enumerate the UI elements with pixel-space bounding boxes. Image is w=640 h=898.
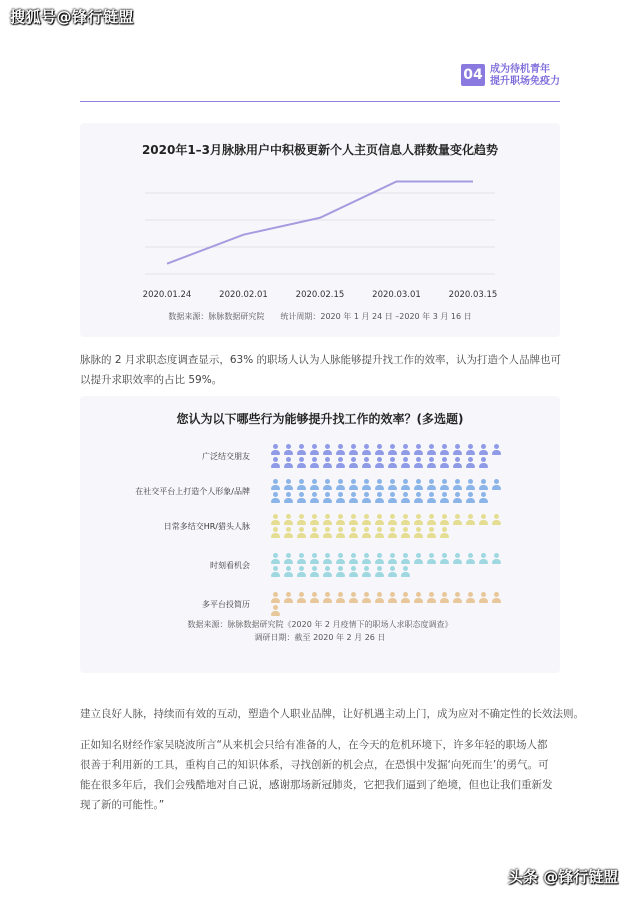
person-icon bbox=[466, 553, 475, 565]
person-icon bbox=[271, 605, 280, 617]
person-icon bbox=[297, 514, 306, 526]
person-icon bbox=[297, 553, 306, 565]
person-icon bbox=[336, 527, 345, 539]
person-icon bbox=[375, 553, 384, 565]
person-icon bbox=[414, 492, 423, 504]
person-icon bbox=[297, 492, 306, 504]
person-icon bbox=[284, 492, 293, 504]
person-icon bbox=[271, 527, 280, 539]
person-icon bbox=[414, 479, 423, 491]
person-icon bbox=[284, 457, 293, 469]
section-title bbox=[490, 64, 560, 88]
person-icon bbox=[401, 527, 410, 539]
person-icon bbox=[362, 457, 371, 469]
person-icon bbox=[336, 444, 345, 456]
section-title-line1: 成为待机青年 bbox=[490, 64, 550, 75]
person-icon bbox=[271, 592, 280, 604]
person-icon bbox=[284, 553, 293, 565]
person-icon bbox=[349, 514, 358, 526]
person-icon bbox=[297, 527, 306, 539]
person-icon bbox=[323, 479, 332, 491]
person-icon bbox=[479, 592, 488, 604]
person-icon bbox=[375, 479, 384, 491]
person-icon bbox=[401, 553, 410, 565]
person-icon bbox=[466, 592, 475, 604]
person-icon bbox=[310, 592, 319, 604]
person-icon bbox=[284, 444, 293, 456]
person-icon bbox=[492, 592, 501, 604]
person-icon bbox=[323, 444, 332, 456]
person-icon bbox=[401, 479, 410, 491]
person-icon bbox=[440, 592, 449, 604]
person-icon bbox=[414, 553, 423, 565]
person-icon bbox=[427, 592, 436, 604]
person-icon bbox=[336, 492, 345, 504]
watermark-bottom: 头条 @锋行链盟 bbox=[508, 868, 619, 886]
person-icon bbox=[310, 553, 319, 565]
person-icon bbox=[440, 492, 449, 504]
x-tick-label: 2020.03.01 bbox=[372, 290, 421, 300]
category-label: 在社交平台上打造个人形象/品牌 bbox=[135, 487, 250, 496]
person-icon bbox=[466, 444, 475, 456]
person-icon bbox=[479, 479, 488, 491]
person-icon bbox=[492, 553, 501, 565]
pictogram-chart-card bbox=[80, 396, 560, 673]
x-tick-label: 2020.02.15 bbox=[295, 290, 345, 300]
person-icon bbox=[297, 479, 306, 491]
person-icon bbox=[323, 514, 332, 526]
person-icon bbox=[284, 527, 293, 539]
person-icon bbox=[362, 514, 371, 526]
person-icon bbox=[271, 553, 280, 565]
person-icon bbox=[349, 527, 358, 539]
person-icon bbox=[271, 479, 280, 491]
person-icon bbox=[414, 457, 423, 469]
paragraph-3-line-3: 能在很多年后，我们会残酷地对自己说，感谢那场新冠肺炎，它把我们逼到了绝境，但也让我们重新发 bbox=[80, 779, 553, 791]
person-icon bbox=[271, 457, 280, 469]
person-icon bbox=[271, 514, 280, 526]
person-icon bbox=[375, 592, 384, 604]
person-icon bbox=[310, 527, 319, 539]
line-chart bbox=[80, 123, 560, 337]
person-icon bbox=[440, 514, 449, 526]
category-label: 多平台投简历 bbox=[202, 600, 250, 609]
person-icon bbox=[401, 514, 410, 526]
person-icon bbox=[453, 444, 462, 456]
person-icon bbox=[427, 479, 436, 491]
person-icon bbox=[401, 566, 410, 578]
person-icon bbox=[388, 514, 397, 526]
person-icon bbox=[349, 457, 358, 469]
person-icon bbox=[284, 566, 293, 578]
person-icon bbox=[479, 514, 488, 526]
x-tick-label: 2020.02.01 bbox=[219, 290, 268, 300]
person-icon bbox=[271, 444, 280, 456]
person-icon bbox=[336, 457, 345, 469]
person-icon bbox=[362, 592, 371, 604]
person-icon bbox=[388, 492, 397, 504]
person-icon bbox=[388, 457, 397, 469]
person-icon bbox=[427, 527, 436, 539]
person-icon bbox=[349, 592, 358, 604]
person-icon bbox=[453, 492, 462, 504]
person-icon bbox=[362, 553, 371, 565]
paragraph-3-line-1: 正如知名财经作家吴晓波所言“从来机会只给有准备的人，在今天的危机环境下，许多年轻的职场人都 bbox=[80, 739, 548, 751]
person-icon bbox=[440, 444, 449, 456]
person-icon bbox=[479, 444, 488, 456]
pictogram-chart-title: 您认为以下哪些行为能够提升找工作的效率？(多选题) bbox=[176, 412, 464, 426]
person-icon bbox=[479, 457, 488, 469]
person-icon bbox=[336, 553, 345, 565]
person-icon bbox=[427, 457, 436, 469]
person-icon bbox=[310, 444, 319, 456]
person-icon bbox=[284, 592, 293, 604]
paragraph-3-line-4: 现了新的可能性。” bbox=[80, 799, 165, 811]
category-label: 广泛结交朋友 bbox=[202, 452, 250, 461]
person-icon bbox=[349, 444, 358, 456]
person-icon bbox=[323, 457, 332, 469]
person-icon bbox=[453, 457, 462, 469]
person-icon bbox=[362, 527, 371, 539]
person-icon bbox=[414, 444, 423, 456]
person-icon bbox=[349, 479, 358, 491]
person-icon bbox=[466, 514, 475, 526]
pictogram-source-line1: 数据来源：脉脉数据研究院《2020 年 2 月疫情下的职场人求职态度调查》 bbox=[187, 620, 453, 629]
person-icon bbox=[323, 492, 332, 504]
person-icon bbox=[414, 514, 423, 526]
person-icon bbox=[349, 553, 358, 565]
person-icon bbox=[297, 592, 306, 604]
person-icon bbox=[336, 592, 345, 604]
person-icon bbox=[388, 592, 397, 604]
person-icon bbox=[375, 514, 384, 526]
person-icon bbox=[310, 457, 319, 469]
person-icon bbox=[336, 479, 345, 491]
person-icon bbox=[440, 527, 449, 539]
person-icon bbox=[388, 566, 397, 578]
person-icon bbox=[427, 492, 436, 504]
person-icon bbox=[297, 444, 306, 456]
person-icon bbox=[284, 479, 293, 491]
person-icon bbox=[427, 444, 436, 456]
person-icon bbox=[414, 527, 423, 539]
person-icon bbox=[375, 527, 384, 539]
line-chart-title: 2020年1–3月脉脉用户中积极更新个人主页信息人群数量变化趋势 bbox=[141, 143, 499, 157]
section-title-line2: 提升职场免疫力 bbox=[490, 76, 560, 87]
person-icon bbox=[466, 457, 475, 469]
person-icon bbox=[284, 514, 293, 526]
person-icon bbox=[414, 592, 423, 604]
person-icon bbox=[492, 514, 501, 526]
category-label: 日常多结交HR/猎头人脉 bbox=[163, 522, 250, 531]
person-icon bbox=[271, 492, 280, 504]
person-icon bbox=[323, 592, 332, 604]
person-icon bbox=[323, 566, 332, 578]
watermark-top: 搜狐号@锋行链盟 bbox=[10, 8, 135, 26]
person-icon bbox=[466, 492, 475, 504]
person-icon bbox=[362, 479, 371, 491]
person-icon bbox=[453, 479, 462, 491]
paragraph-3-line-2: 很善于利用新的工具，重构自己的知识体系，寻找创新的机会点，在恐惧中发掘‘向死而生’的勇气。可 bbox=[80, 759, 549, 771]
person-icon bbox=[310, 479, 319, 491]
person-icon bbox=[479, 553, 488, 565]
paragraph-2: 建立良好人脉，持续而有效的互动，塑造个人职业品牌，让好机遇主动上门，成为应对不确定性的长效法则。 bbox=[80, 708, 584, 720]
person-icon bbox=[375, 457, 384, 469]
person-icon bbox=[440, 479, 449, 491]
section-number-badge: 04 bbox=[461, 64, 485, 86]
paragraph-1-line-2: 以提升求职效率的占比 59%。 bbox=[80, 374, 223, 386]
person-icon bbox=[310, 514, 319, 526]
person-icon bbox=[336, 566, 345, 578]
series-line bbox=[167, 182, 473, 264]
person-icon bbox=[375, 492, 384, 504]
person-icon bbox=[440, 553, 449, 565]
person-icon bbox=[492, 479, 501, 491]
person-icon bbox=[349, 492, 358, 504]
person-icon bbox=[336, 514, 345, 526]
paragraph-1-line-1: 脉脉的 2 月求职态度调查显示，63% 的职场人认为人脉能够提升找工作的效率，认为打造个人品牌也可 bbox=[80, 354, 562, 366]
person-icon bbox=[401, 457, 410, 469]
person-icon bbox=[362, 566, 371, 578]
person-icon bbox=[401, 444, 410, 456]
person-icon bbox=[310, 566, 319, 578]
person-icon bbox=[388, 444, 397, 456]
person-icon bbox=[323, 553, 332, 565]
person-icon bbox=[310, 492, 319, 504]
person-icon bbox=[388, 553, 397, 565]
person-icon bbox=[388, 527, 397, 539]
person-icon bbox=[427, 514, 436, 526]
pictogram-source-line2: 调研日期：截至 2020 年 2 月 26 日 bbox=[254, 633, 386, 642]
person-icon bbox=[401, 492, 410, 504]
person-icon bbox=[297, 457, 306, 469]
x-tick-label: 2020.01.24 bbox=[142, 290, 192, 300]
person-icon bbox=[453, 592, 462, 604]
line-chart-source: 数据来源：脉脉数据研究院 统计周期：2020 年 1 月 24 日 –2020 年 3 月 16 日 bbox=[168, 312, 472, 321]
person-icon bbox=[466, 479, 475, 491]
person-icon bbox=[349, 566, 358, 578]
person-icon bbox=[440, 457, 449, 469]
person-icon bbox=[388, 479, 397, 491]
person-icon bbox=[323, 527, 332, 539]
person-icon bbox=[401, 592, 410, 604]
person-icon bbox=[297, 566, 306, 578]
person-icon bbox=[453, 514, 462, 526]
category-label: 时刻看机会 bbox=[210, 561, 250, 570]
person-icon bbox=[375, 566, 384, 578]
person-icon bbox=[453, 553, 462, 565]
header-divider bbox=[80, 101, 560, 102]
x-tick-label: 2020.03.15 bbox=[448, 290, 498, 300]
person-icon bbox=[375, 444, 384, 456]
person-icon bbox=[479, 492, 488, 504]
person-icon bbox=[492, 444, 501, 456]
person-icon bbox=[362, 492, 371, 504]
person-icon bbox=[362, 444, 371, 456]
line-chart-card bbox=[80, 123, 560, 337]
person-icon bbox=[427, 553, 436, 565]
person-icon bbox=[271, 566, 280, 578]
